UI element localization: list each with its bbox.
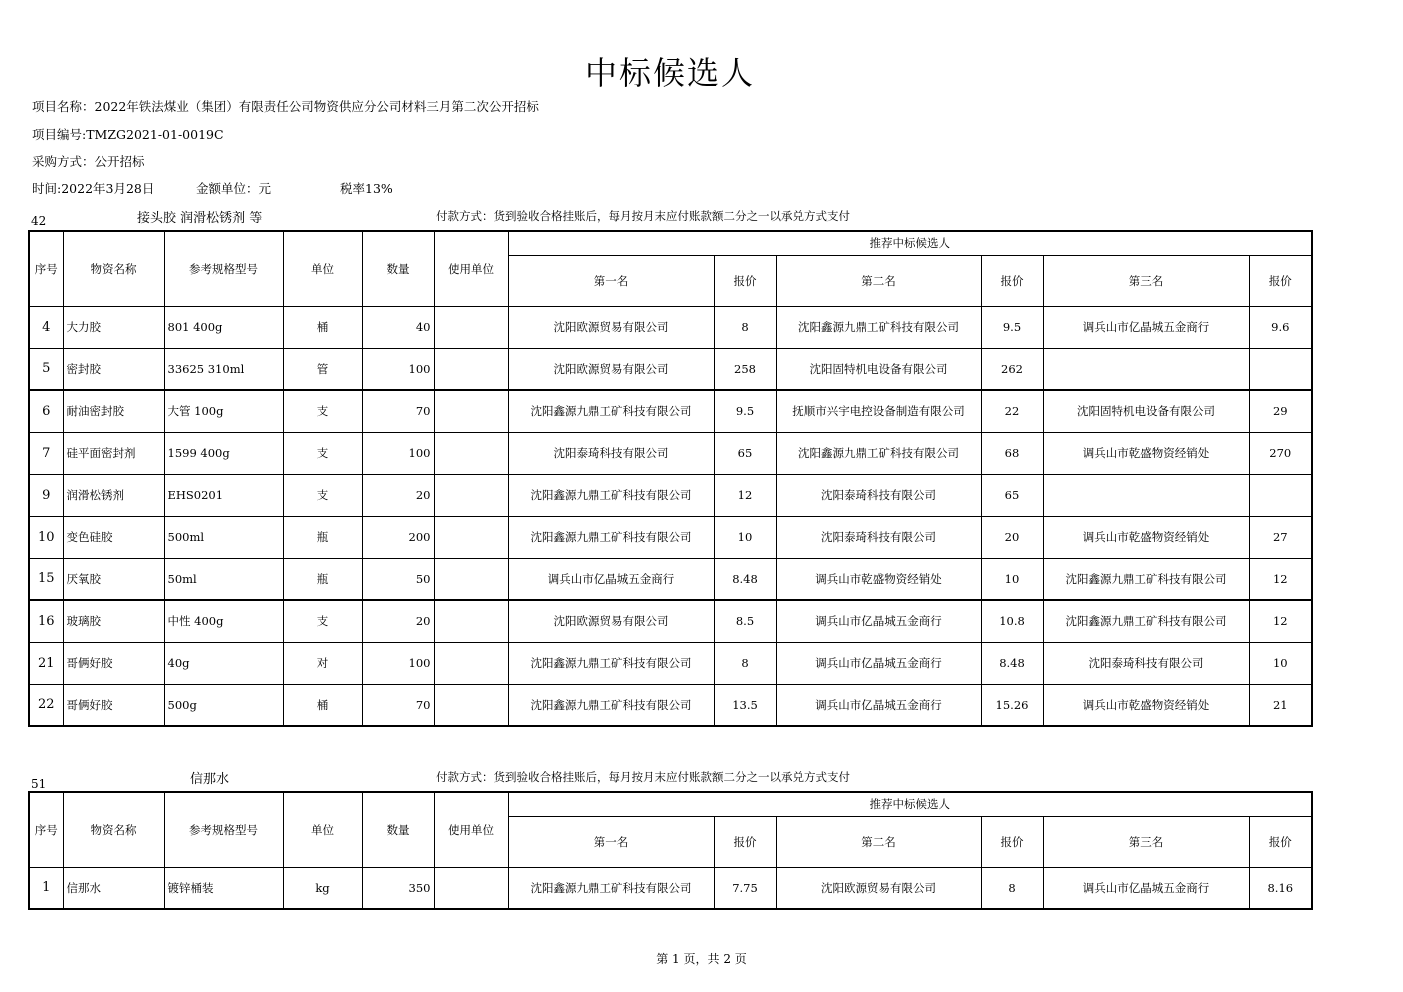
cell-third: 沈阳固特机电设备有限公司 bbox=[1043, 390, 1249, 432]
cell-seq: 22 bbox=[29, 684, 63, 726]
cell-name: 变色硅胶 bbox=[63, 516, 164, 558]
cell-first: 沈阳鑫源九鼎工矿科技有限公司 bbox=[508, 867, 714, 909]
header-recommend: 推荐中标候选人 bbox=[508, 231, 1312, 255]
currency-label: 金额单位：元 bbox=[196, 181, 272, 196]
cell-third: 调兵山市亿晶城五金商行 bbox=[1043, 306, 1249, 348]
header-price: 报价 bbox=[981, 816, 1043, 867]
cell-qty: 20 bbox=[362, 474, 434, 516]
cell-first: 沈阳鑫源九鼎工矿科技有限公司 bbox=[508, 684, 714, 726]
table-row bbox=[29, 348, 1312, 390]
candidates-table bbox=[28, 791, 1313, 910]
cell-user-unit bbox=[434, 558, 508, 600]
cell-unit: 对 bbox=[283, 642, 362, 684]
cell-name: 哥俩好胶 bbox=[63, 642, 164, 684]
cell-price-2: 262 bbox=[981, 348, 1043, 390]
header-name: 物资名称 bbox=[63, 231, 164, 306]
header-unit: 单位 bbox=[283, 231, 362, 306]
cell-price-2: 8 bbox=[981, 867, 1043, 909]
payment-terms: 付款方式：货到验收合格挂账后，每月按月末应付账款额二分之一以承兑方式支付 bbox=[436, 209, 850, 223]
cell-price-2: 8.48 bbox=[981, 642, 1043, 684]
cell-unit: 瓶 bbox=[283, 558, 362, 600]
header-unit: 单位 bbox=[283, 792, 362, 867]
cell-seq: 15 bbox=[29, 558, 63, 600]
purchase-method: 采购方式：公开招标 bbox=[32, 154, 145, 169]
header-spec: 参考规格型号 bbox=[164, 231, 283, 306]
candidates-table bbox=[28, 230, 1313, 727]
cell-spec: EHS0201 bbox=[164, 474, 283, 516]
cell-price-2: 10 bbox=[981, 558, 1043, 600]
header-first: 第一名 bbox=[508, 816, 714, 867]
cell-price-3: 21 bbox=[1249, 684, 1312, 726]
cell-price-2: 68 bbox=[981, 432, 1043, 474]
cell-unit: 支 bbox=[283, 390, 362, 432]
cell-second: 调兵山市亿晶城五金商行 bbox=[776, 642, 981, 684]
cell-third: 调兵山市乾盛物资经销处 bbox=[1043, 432, 1249, 474]
cell-spec: 大管 100g bbox=[164, 390, 283, 432]
cell-third: 沈阳鑫源九鼎工矿科技有限公司 bbox=[1043, 558, 1249, 600]
cell-first: 沈阳鑫源九鼎工矿科技有限公司 bbox=[508, 390, 714, 432]
cell-third: 调兵山市乾盛物资经销处 bbox=[1043, 516, 1249, 558]
header-price: 报价 bbox=[714, 255, 776, 306]
header-price: 报价 bbox=[1249, 816, 1312, 867]
cell-price-1: 8.5 bbox=[714, 600, 776, 642]
header-qty: 数量 bbox=[362, 792, 434, 867]
table-row bbox=[29, 867, 1312, 909]
payment-terms: 付款方式：货到验收合格挂账后，每月按月末应付账款额二分之一以承兑方式支付 bbox=[436, 770, 850, 784]
time-label: 时间:2022年3月28日 bbox=[32, 181, 155, 196]
header-first: 第一名 bbox=[508, 255, 714, 306]
cell-name: 密封胶 bbox=[63, 348, 164, 390]
cell-spec: 50ml bbox=[164, 558, 283, 600]
cell-user-unit bbox=[434, 516, 508, 558]
header-user-unit: 使用单位 bbox=[434, 231, 508, 306]
cell-unit: 瓶 bbox=[283, 516, 362, 558]
table-row bbox=[29, 558, 1312, 600]
cell-seq: 4 bbox=[29, 306, 63, 348]
cell-price-1: 8 bbox=[714, 306, 776, 348]
cell-price-2: 10.8 bbox=[981, 600, 1043, 642]
cell-spec: 33625 310ml bbox=[164, 348, 283, 390]
table-row bbox=[29, 432, 1312, 474]
cell-price-2: 15.26 bbox=[981, 684, 1043, 726]
cell-name: 玻璃胶 bbox=[63, 600, 164, 642]
cell-price-3 bbox=[1249, 348, 1312, 390]
cell-unit: kg bbox=[283, 867, 362, 909]
cell-name: 润滑松锈剂 bbox=[63, 474, 164, 516]
cell-second: 沈阳泰琦科技有限公司 bbox=[776, 516, 981, 558]
header-third: 第三名 bbox=[1043, 816, 1249, 867]
cell-user-unit bbox=[434, 684, 508, 726]
section-name: 接头胶 润滑松锈剂 等 bbox=[137, 211, 263, 226]
cell-price-2: 65 bbox=[981, 474, 1043, 516]
table-row bbox=[29, 474, 1312, 516]
cell-unit: 支 bbox=[283, 432, 362, 474]
header-name: 物资名称 bbox=[63, 792, 164, 867]
cell-unit: 桶 bbox=[283, 306, 362, 348]
cell-price-1: 7.75 bbox=[714, 867, 776, 909]
cell-user-unit bbox=[434, 306, 508, 348]
cell-spec: 中性 400g bbox=[164, 600, 283, 642]
cell-third: 沈阳鑫源九鼎工矿科技有限公司 bbox=[1043, 600, 1249, 642]
cell-price-1: 10 bbox=[714, 516, 776, 558]
header-seq: 序号 bbox=[29, 231, 63, 306]
cell-price-3: 12 bbox=[1249, 558, 1312, 600]
cell-user-unit bbox=[434, 432, 508, 474]
cell-seq: 1 bbox=[29, 867, 63, 909]
cell-qty: 50 bbox=[362, 558, 434, 600]
cell-name: 哥俩好胶 bbox=[63, 684, 164, 726]
header-price: 报价 bbox=[714, 816, 776, 867]
cell-seq: 6 bbox=[29, 390, 63, 432]
cell-qty: 100 bbox=[362, 642, 434, 684]
cell-unit: 桶 bbox=[283, 684, 362, 726]
table-row bbox=[29, 600, 1312, 642]
project-code: 项目编号:TMZG2021-01-0019C bbox=[32, 127, 224, 142]
table-row bbox=[29, 684, 1312, 726]
cell-spec: 镀锌桶装 bbox=[164, 867, 283, 909]
header-price: 报价 bbox=[981, 255, 1043, 306]
cell-user-unit bbox=[434, 474, 508, 516]
cell-price-3: 10 bbox=[1249, 642, 1312, 684]
cell-third: 调兵山市亿晶城五金商行 bbox=[1043, 867, 1249, 909]
cell-second: 沈阳泰琦科技有限公司 bbox=[776, 474, 981, 516]
cell-price-3: 270 bbox=[1249, 432, 1312, 474]
cell-first: 沈阳欧源贸易有限公司 bbox=[508, 306, 714, 348]
header-second: 第二名 bbox=[776, 255, 981, 306]
section-number: 51 bbox=[31, 777, 47, 791]
header-seq: 序号 bbox=[29, 792, 63, 867]
cell-seq: 10 bbox=[29, 516, 63, 558]
cell-price-2: 22 bbox=[981, 390, 1043, 432]
cell-name: 大力胶 bbox=[63, 306, 164, 348]
section-name: 信那水 bbox=[190, 772, 230, 787]
project-name: 项目名称：2022年铁法煤业（集团）有限责任公司物资供应分公司材料三月第二次公开招标 bbox=[32, 99, 539, 114]
cell-unit: 管 bbox=[283, 348, 362, 390]
header-user-unit: 使用单位 bbox=[434, 792, 508, 867]
meta-line bbox=[32, 179, 393, 197]
cell-qty: 70 bbox=[362, 684, 434, 726]
cell-spec: 1599 400g bbox=[164, 432, 283, 474]
cell-price-1: 8.48 bbox=[714, 558, 776, 600]
cell-price-1: 65 bbox=[714, 432, 776, 474]
cell-second: 调兵山市亿晶城五金商行 bbox=[776, 684, 981, 726]
page-footer: 第 1 页，共 2 页 bbox=[656, 952, 747, 966]
table-row bbox=[29, 306, 1312, 348]
table-row bbox=[29, 642, 1312, 684]
header-second: 第二名 bbox=[776, 816, 981, 867]
cell-spec: 40g bbox=[164, 642, 283, 684]
cell-unit: 支 bbox=[283, 600, 362, 642]
cell-second: 沈阳欧源贸易有限公司 bbox=[776, 867, 981, 909]
cell-second: 沈阳鑫源九鼎工矿科技有限公司 bbox=[776, 432, 981, 474]
cell-seq: 9 bbox=[29, 474, 63, 516]
cell-qty: 100 bbox=[362, 348, 434, 390]
cell-second: 调兵山市亿晶城五金商行 bbox=[776, 600, 981, 642]
cell-third: 调兵山市乾盛物资经销处 bbox=[1043, 684, 1249, 726]
cell-first: 沈阳欧源贸易有限公司 bbox=[508, 348, 714, 390]
header-qty: 数量 bbox=[362, 231, 434, 306]
section-number: 42 bbox=[31, 214, 47, 228]
cell-qty: 200 bbox=[362, 516, 434, 558]
page-title: 中标候选人 bbox=[584, 54, 755, 92]
cell-first: 沈阳欧源贸易有限公司 bbox=[508, 600, 714, 642]
cell-seq: 5 bbox=[29, 348, 63, 390]
cell-user-unit bbox=[434, 642, 508, 684]
cell-user-unit bbox=[434, 390, 508, 432]
cell-seq: 16 bbox=[29, 600, 63, 642]
header-third: 第三名 bbox=[1043, 255, 1249, 306]
cell-third bbox=[1043, 348, 1249, 390]
cell-price-1: 12 bbox=[714, 474, 776, 516]
cell-unit: 支 bbox=[283, 474, 362, 516]
cell-qty: 100 bbox=[362, 432, 434, 474]
cell-seq: 7 bbox=[29, 432, 63, 474]
cell-price-1: 13.5 bbox=[714, 684, 776, 726]
cell-seq: 21 bbox=[29, 642, 63, 684]
cell-third bbox=[1043, 474, 1249, 516]
cell-price-3: 8.16 bbox=[1249, 867, 1312, 909]
tax-label: 税率13% bbox=[340, 181, 393, 196]
cell-price-1: 9.5 bbox=[714, 390, 776, 432]
cell-user-unit bbox=[434, 348, 508, 390]
header-recommend: 推荐中标候选人 bbox=[508, 792, 1312, 816]
cell-second: 抚顺市兴宇电控设备制造有限公司 bbox=[776, 390, 981, 432]
cell-price-3: 27 bbox=[1249, 516, 1312, 558]
cell-qty: 70 bbox=[362, 390, 434, 432]
cell-user-unit bbox=[434, 600, 508, 642]
table-row bbox=[29, 516, 1312, 558]
cell-spec: 500g bbox=[164, 684, 283, 726]
cell-price-3 bbox=[1249, 474, 1312, 516]
cell-first: 沈阳泰琦科技有限公司 bbox=[508, 432, 714, 474]
cell-price-3: 12 bbox=[1249, 600, 1312, 642]
cell-second: 调兵山市乾盛物资经销处 bbox=[776, 558, 981, 600]
cell-first: 沈阳鑫源九鼎工矿科技有限公司 bbox=[508, 516, 714, 558]
cell-qty: 350 bbox=[362, 867, 434, 909]
cell-spec: 500ml bbox=[164, 516, 283, 558]
cell-name: 耐油密封胶 bbox=[63, 390, 164, 432]
table-row bbox=[29, 390, 1312, 432]
cell-third: 沈阳泰琦科技有限公司 bbox=[1043, 642, 1249, 684]
cell-second: 沈阳鑫源九鼎工矿科技有限公司 bbox=[776, 306, 981, 348]
cell-name: 信那水 bbox=[63, 867, 164, 909]
cell-name: 硅平面密封剂 bbox=[63, 432, 164, 474]
cell-second: 沈阳固特机电设备有限公司 bbox=[776, 348, 981, 390]
cell-first: 沈阳鑫源九鼎工矿科技有限公司 bbox=[508, 474, 714, 516]
cell-qty: 20 bbox=[362, 600, 434, 642]
cell-name: 厌氧胶 bbox=[63, 558, 164, 600]
header-spec: 参考规格型号 bbox=[164, 792, 283, 867]
cell-first: 调兵山市亿晶城五金商行 bbox=[508, 558, 714, 600]
cell-price-2: 9.5 bbox=[981, 306, 1043, 348]
cell-user-unit bbox=[434, 867, 508, 909]
cell-spec: 801 400g bbox=[164, 306, 283, 348]
cell-price-3: 9.6 bbox=[1249, 306, 1312, 348]
header-price: 报价 bbox=[1249, 255, 1312, 306]
cell-price-1: 258 bbox=[714, 348, 776, 390]
cell-first: 沈阳鑫源九鼎工矿科技有限公司 bbox=[508, 642, 714, 684]
cell-price-1: 8 bbox=[714, 642, 776, 684]
cell-price-2: 20 bbox=[981, 516, 1043, 558]
cell-qty: 40 bbox=[362, 306, 434, 348]
cell-price-3: 29 bbox=[1249, 390, 1312, 432]
